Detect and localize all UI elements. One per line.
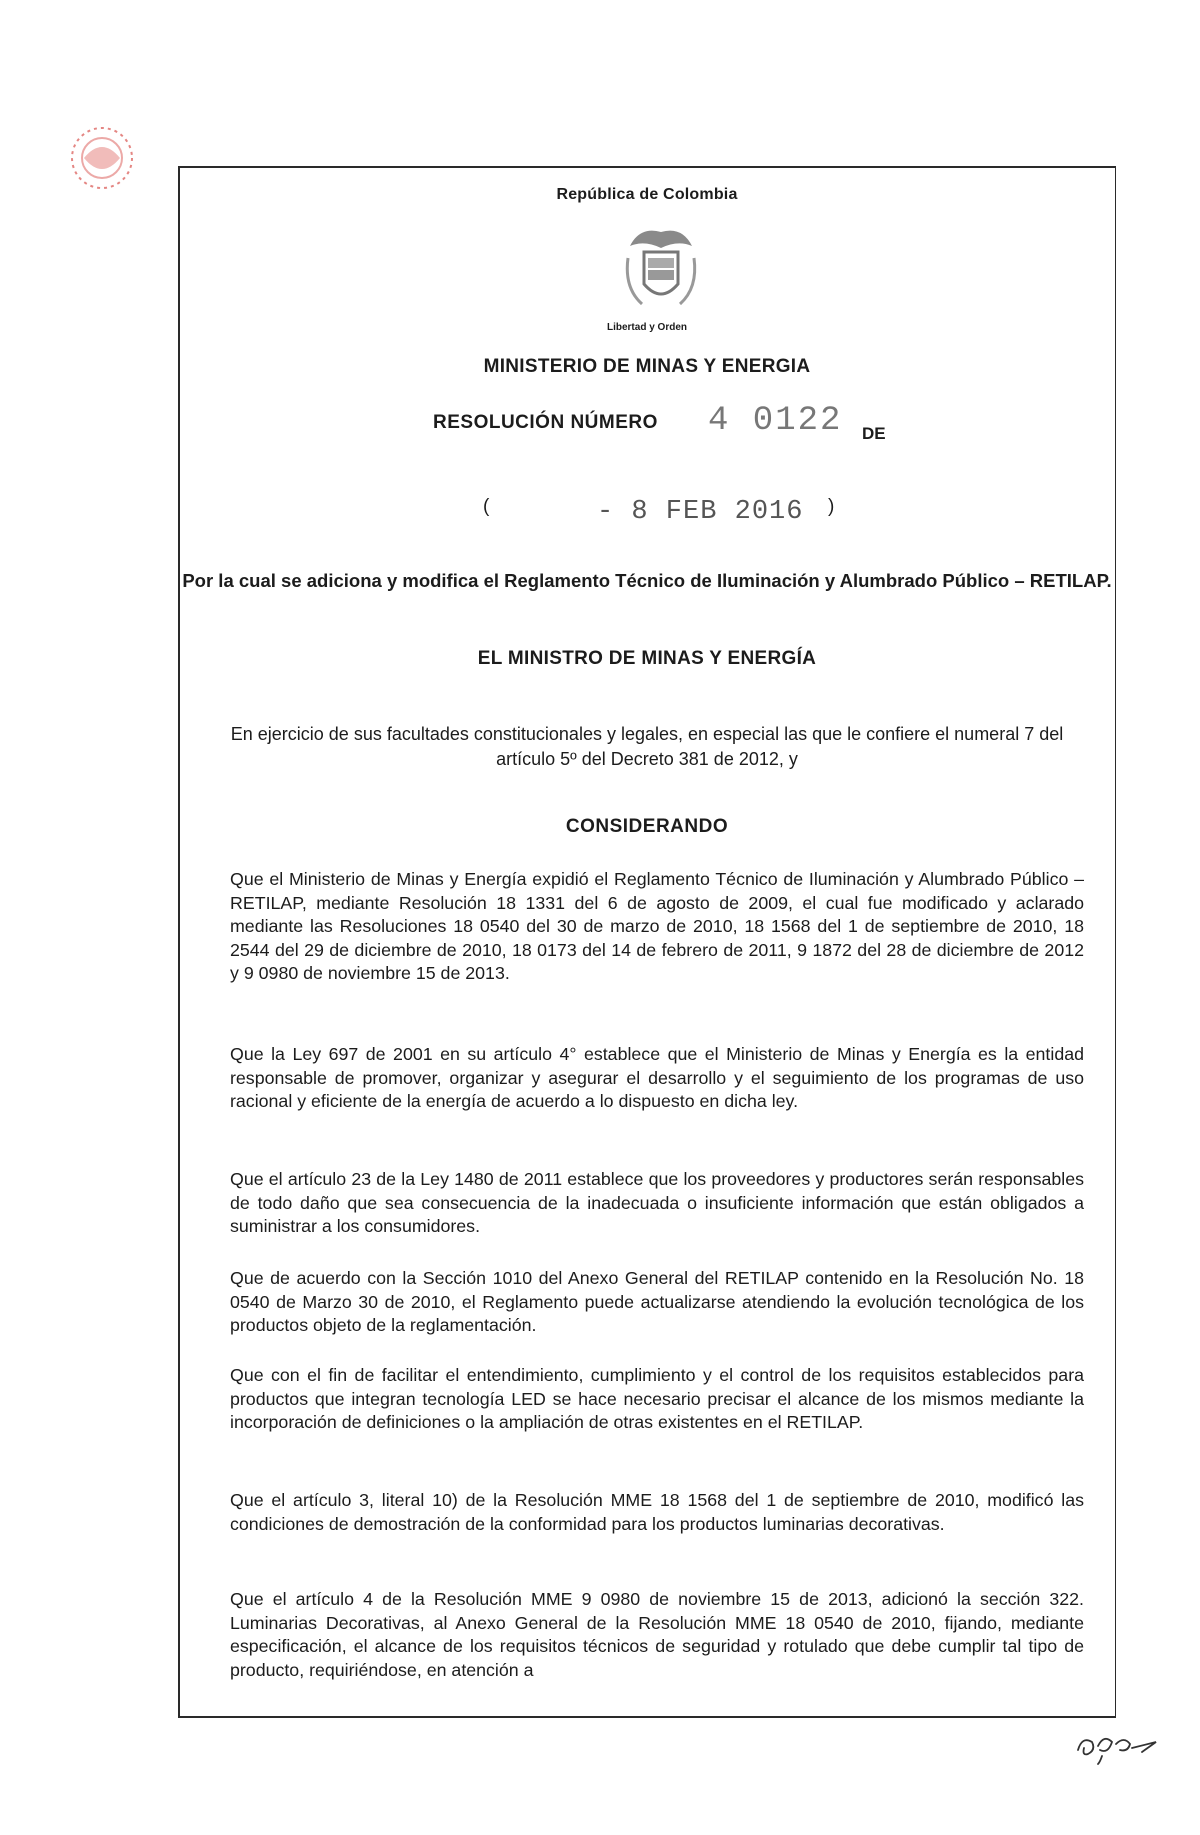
considerando-paragraph: Que el artículo 23 de la Ley 1480 de 2011 establece que los proveedores y productores serán responsables de todo daño que sea consecuencia de la inadecuada o insuficiente información que están obligados a suministrar a los consumidores. [230,1169,1084,1237]
resolution-de: DE [862,424,886,443]
considerando-paragraph: Que el artículo 3, literal 10) de la Resolución MME 18 1568 del 1 de septiembre de 2010, modificó las condiciones de demostración de la conformidad para los productos luminarias decorativas. [230,1490,1084,1534]
considerando-paragraph: Que la Ley 697 de 2001 en su artículo 4° establece que el Ministerio de Minas y Energía es la entidad responsable de promover, organizar y asegurar el desarrollo y el seguimiento de los programas de uso racional y eficiente de la energía de acuerdo a lo dispuesto en dicha ley. [230,1044,1084,1112]
considerando-paragraph: Que con el fin de facilitar el entendimiento, cumplimiento y el control de los requisitos establecidos para productos que integran tecnología LED se hace necesario precisar el alcance de los mismos mediante la incorporación de definiciones o la ampliación de otras existentes en el RETILAP. [230,1365,1084,1433]
minister-heading: EL MINISTRO DE MINAS Y ENERGÍA [477,648,817,669]
crest-motto: Libertad y Orden [606,322,687,333]
considerando-heading: CONSIDERANDO [565,816,729,837]
considerando-paragraph: Que de acuerdo con la Sección 1010 del Anexo General del RETILAP contenido en la Resolución No. 18 0540 de Marzo 30 de 2010, el Reglamento puede actualizarse atendiendo la evolución tecnológica de los productos objeto de la reglamentación. [230,1268,1084,1336]
resolution-number-stamp: 4 0122 [708,402,843,440]
red-stamp-seal [62,118,142,198]
republic-heading: República de Colombia [556,186,738,203]
resolution-title: Por la cual se adiciona y modifica el Reglamento Técnico de Iluminación y Alumbrado Público – RETILAP. [182,570,1112,591]
coat-of-arms-icon [620,218,702,328]
resolution-date-stamp: - 8 FEB 2016 [597,497,804,527]
handwritten-initials [1072,1726,1162,1766]
considerando-paragraph: Que el Ministerio de Minas y Energía expidió el Reglamento Técnico de Iluminación y Alumbrado Público – RETILAP, mediante Resolución 18 1331 del 6 de agosto de 2009, el cual fue modificado y aclarado mediante las Resoluciones 18 0540 del 30 de marzo de 2010, 18 1568 del 1 de septiembre de 2010, 18 2544 del 29 de diciembre de 2010, 18 0173 del 14 de febrero de 2011, 9 1872 del 28 de diciembre de 2012 y 9 0980 de noviembre 15 de 2013. [230,869,1084,984]
date-paren-open: ( [483,496,490,517]
considerando-paragraph: Que el artículo 4 de la Resolución MME 9 0980 de noviembre 15 de 2013, adicionó la sección 322. Luminarias Decorativas, al Anexo General de la Resolución MME 18 0540 de 2010, fijando, mediante especificación, el alcance de los requisitos técnicos de seguridad y rotulado que debe cumplir tal tipo de producto, requiriéndose, en atención a [230,1589,1084,1680]
resolution-label: RESOLUCIÓN NÚMERO [433,412,658,433]
ministry-heading: MINISTERIO DE MINAS Y ENERGIA [483,356,811,377]
date-paren-close: ) [828,496,835,517]
intro-paragraph: En ejercicio de sus facultades constitucionales y legales, en especial las que le confiere el numeral 7 del artículo 5º del Decreto 381 de 2012, y [230,724,1064,769]
